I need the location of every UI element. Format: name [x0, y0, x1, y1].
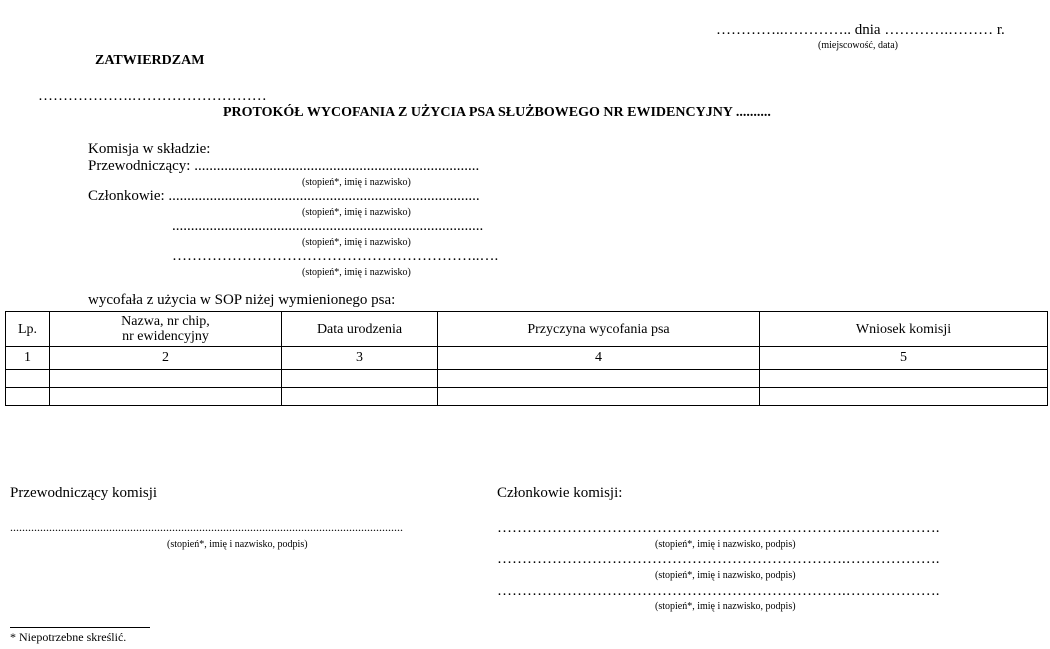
place-date-caption: (miejscowość, data)	[818, 40, 898, 51]
table-cell[interactable]	[282, 388, 438, 406]
header-name	[50, 312, 282, 347]
committee-heading: Komisja w składzie:	[88, 141, 211, 157]
table-row	[6, 370, 1048, 388]
table-cell[interactable]	[50, 388, 282, 406]
table-cell[interactable]	[282, 370, 438, 388]
member2-caption: (stopień*, imię i nazwisko)	[302, 237, 411, 248]
members-field: Członkowie: ...................................................................................	[88, 188, 480, 204]
col-number: 4	[438, 347, 760, 370]
member2-line: ...................................................................................	[172, 218, 484, 234]
col-number: 2	[50, 347, 282, 370]
table-cell[interactable]	[438, 370, 760, 388]
table-row	[6, 388, 1048, 406]
table-cell[interactable]	[760, 388, 1048, 406]
footnote: * Niepotrzebne skreślić.	[10, 630, 127, 644]
table-cell[interactable]	[760, 370, 1048, 388]
table-cell[interactable]	[6, 370, 50, 388]
header-lp: Lp.	[6, 312, 50, 347]
chair-field: Przewodniczący: ............................................................................	[88, 158, 480, 174]
member-signature-caption: (stopień*, imię i nazwisko, podpis)	[655, 570, 796, 581]
withdraws-text: wycofała z użycia w SOP niżej wymienionego psa:	[88, 292, 396, 308]
chair-signature-line: ...................................................................................................................................	[10, 520, 403, 534]
header-conclusion: Wniosek komisji	[760, 312, 1048, 347]
header-reason: Przyczyna wycofania psa	[438, 312, 760, 347]
dog-table	[5, 311, 1048, 406]
chair-signature-caption: (stopień*, imię i nazwisko, podpis)	[167, 539, 308, 550]
footnote-divider	[10, 627, 150, 628]
member3-line: ……………………………………………………..….	[172, 248, 499, 264]
member-signature-line: …………………………………………………………….……………….	[497, 551, 940, 567]
col-number: 5	[760, 347, 1048, 370]
member-signature-line: …………………………………………………………….……………….	[497, 583, 940, 599]
col-number: 3	[282, 347, 438, 370]
member3-caption: (stopień*, imię i nazwisko)	[302, 267, 411, 278]
chair-caption: (stopień*, imię i nazwisko)	[302, 177, 411, 188]
document-title: PROTOKÓŁ WYCOFANIA Z UŻYCIA PSA SŁUŻBOWEGO NR EWIDENCYJNY ..........	[223, 105, 771, 120]
approve-label: ZATWIERDZAM	[95, 53, 205, 68]
header-name-line1: Nazwa, nr chip,	[121, 314, 210, 329]
chair-signature-title: Przewodniczący komisji	[10, 485, 158, 501]
col-number: 1	[6, 347, 50, 370]
table-cell[interactable]	[50, 370, 282, 388]
header-name-line2: nr ewidencyjny	[122, 329, 209, 344]
member-signature-caption: (stopień*, imię i nazwisko, podpis)	[655, 539, 796, 550]
member1-caption: (stopień*, imię i nazwisko)	[302, 207, 411, 218]
table-cell[interactable]	[438, 388, 760, 406]
member-signature-line: …………………………………………………………….……………….	[497, 520, 940, 536]
members-signature-title: Członkowie komisji:	[497, 485, 623, 501]
table-cell[interactable]	[6, 388, 50, 406]
member-signature-caption: (stopień*, imię i nazwisko, podpis)	[655, 601, 796, 612]
place-date-line: …………..………….. dnia ………….……… r.	[716, 22, 1005, 38]
header-birth-date: Data urodzenia	[282, 312, 438, 347]
approve-signature-line: ……………….………………………	[38, 88, 267, 104]
